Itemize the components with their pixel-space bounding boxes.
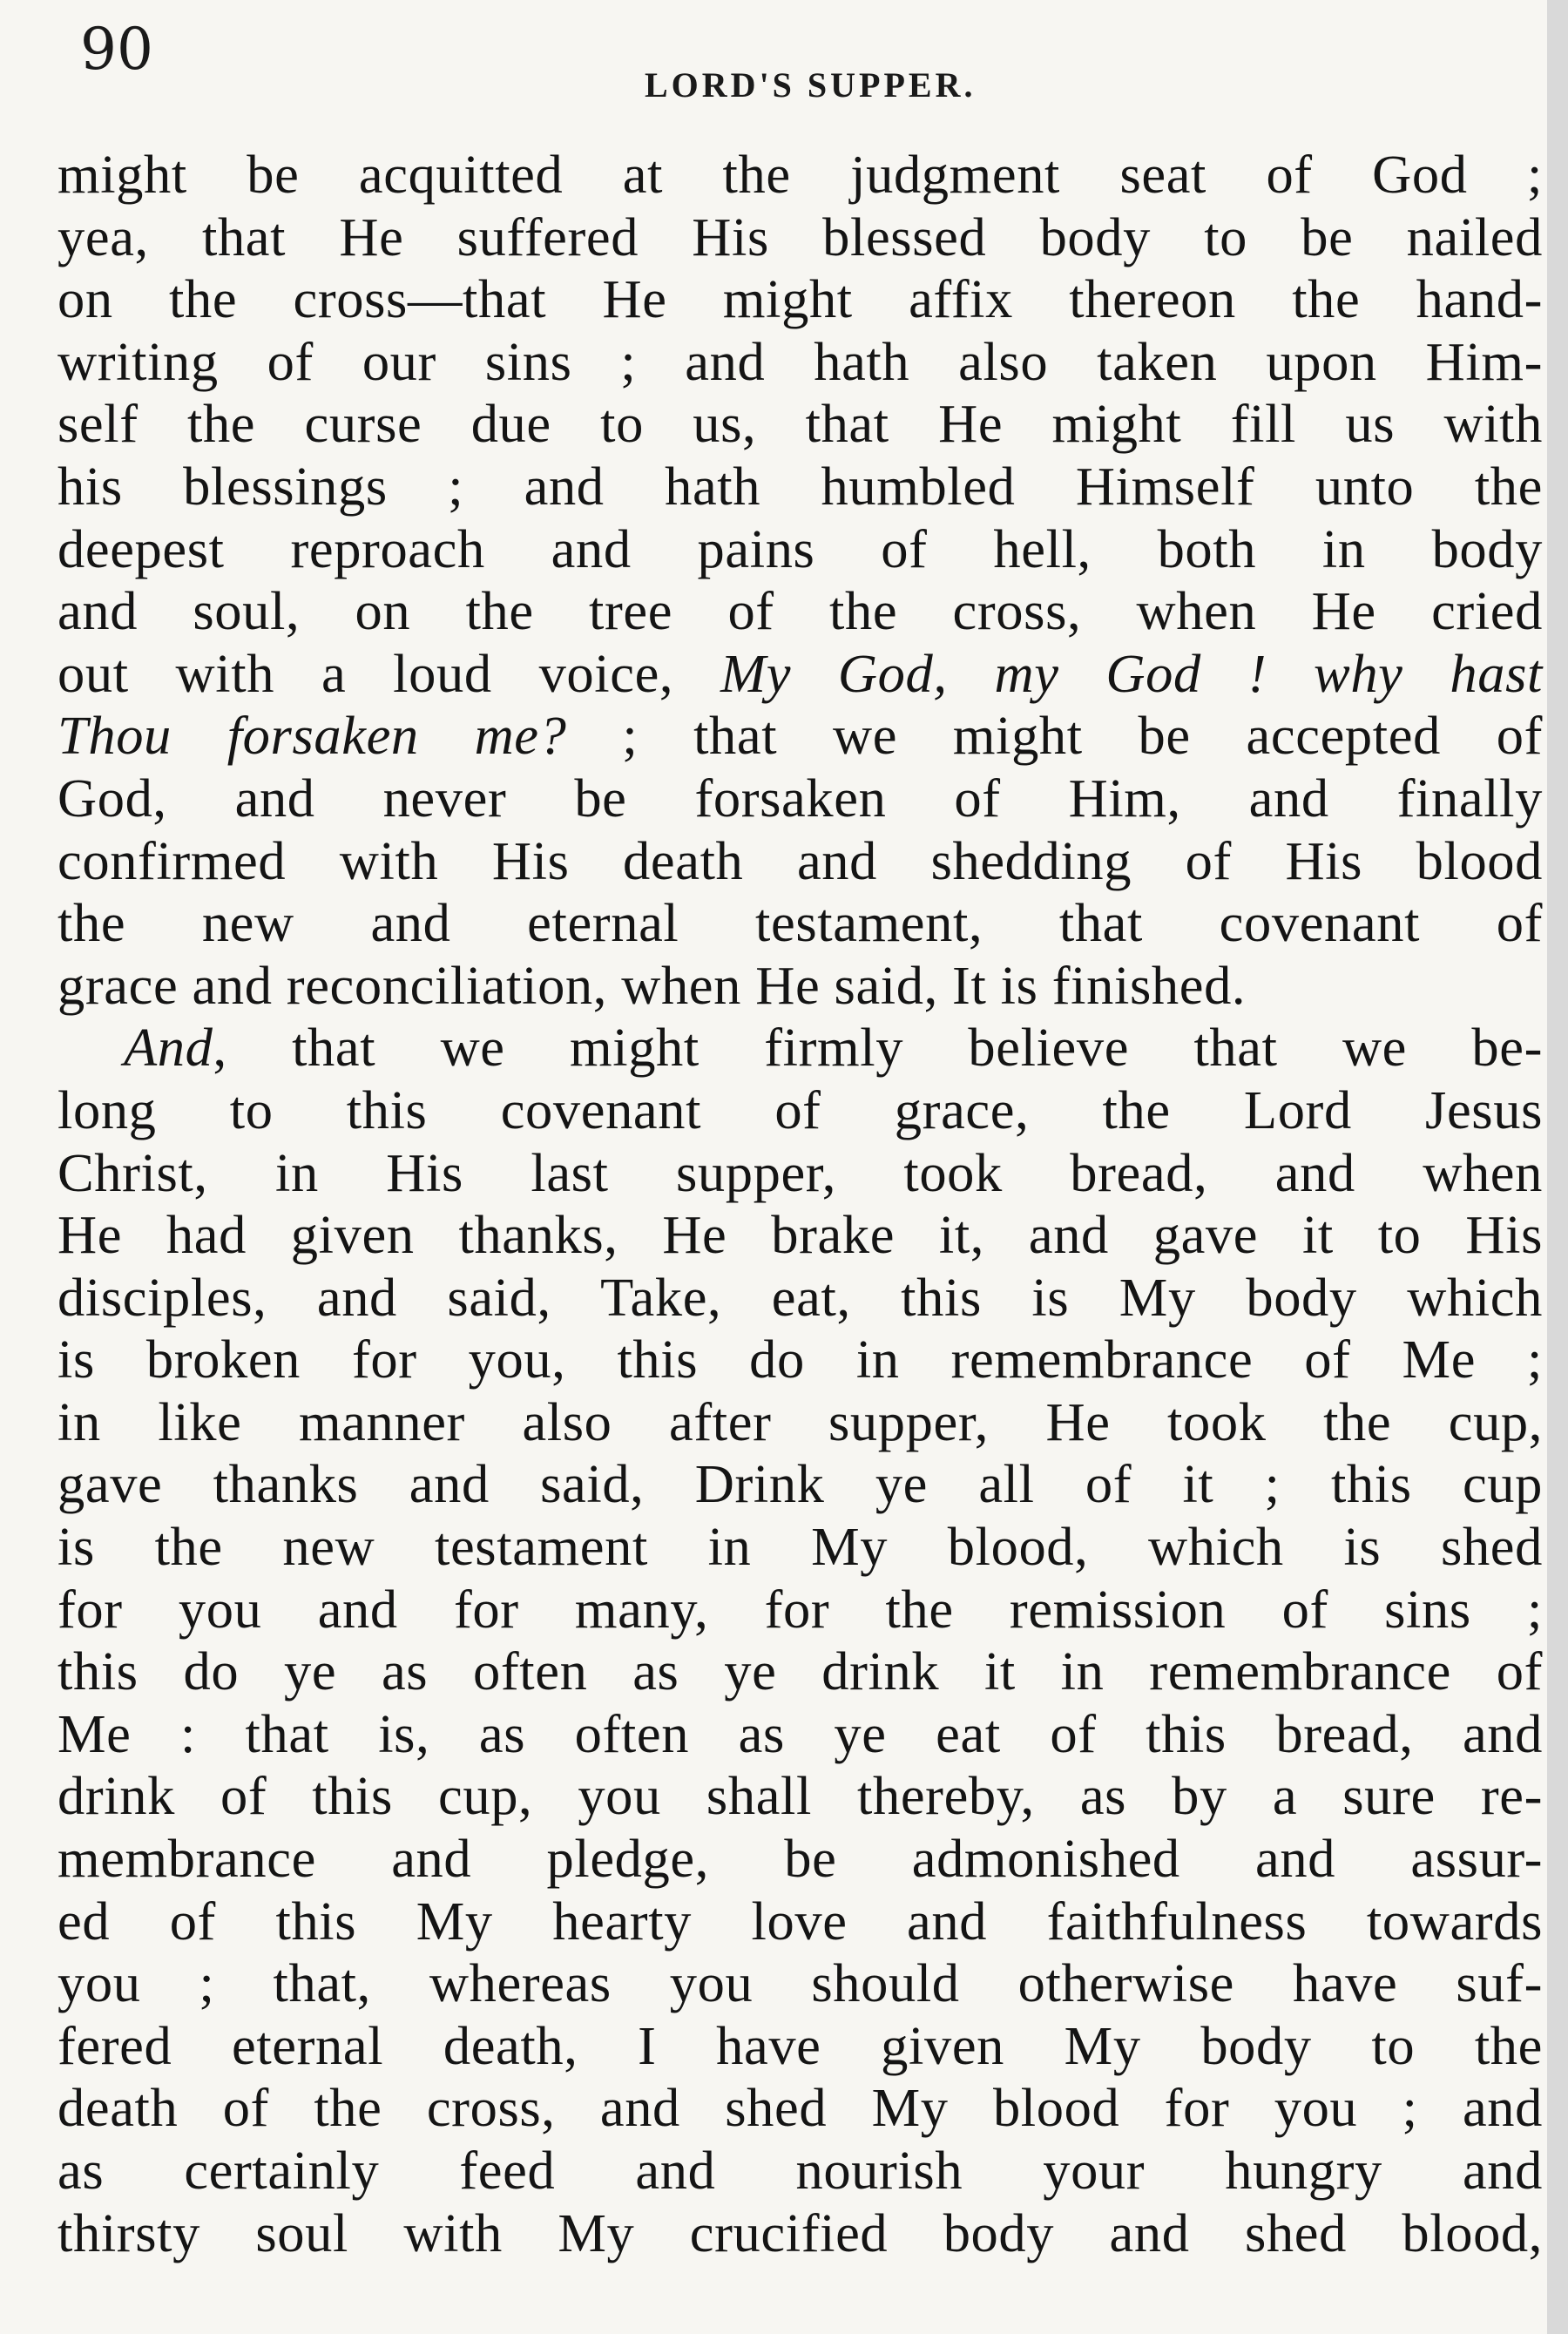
text-line: the new and eternal testament, that covenant of: [57, 892, 1543, 954]
text-line: drink of this cup, you shall thereby, as by a sure re-: [57, 1765, 1543, 1827]
text-line: grace and reconciliation, when He said, It is finished.: [57, 954, 1247, 1016]
text-line: self the curse due to us, that He might fill us with: [57, 393, 1543, 455]
text-line: Christ, in His last supper, took bread, and when: [57, 1141, 1543, 1203]
text-line: He had given thanks, He brake it, and gave it to His: [57, 1204, 1543, 1266]
text-line: writing of our sins ; and hath also taken upon Him-: [57, 330, 1543, 392]
text-line: thirsty soul with My crucified body and shed blood,: [57, 2202, 1543, 2263]
text-segment: ; that we might be accepted of: [622, 705, 1543, 767]
text-segment: , that we might firmly believe that we be-: [213, 1017, 1543, 1079]
text-line: might be acquitted at the judgment seat of God ;: [57, 144, 1543, 205]
text-line: membrance and pledge, be admonished and assur-: [57, 1828, 1543, 1890]
text-line: gave thanks and said, Drink ye all of it ; this cup: [57, 1453, 1543, 1515]
running-title: LORD'S SUPPER.: [645, 65, 977, 105]
text-line: you ; that, whereas you should otherwise have suf-: [57, 1952, 1543, 2014]
text-line: long to this covenant of grace, the Lord Jesus: [57, 1079, 1543, 1140]
text-line: for you and for many, for the remission of sins ;: [57, 1578, 1543, 1640]
text-line: and soul, on the tree of the cross, when He cried: [57, 580, 1543, 642]
text-line: is broken for you, this do in remembrance of Me ;: [57, 1329, 1543, 1390]
italic-quote: My God, my God ! why hast: [720, 642, 1543, 704]
text-line: [57, 1017, 1543, 1079]
text-line: [57, 705, 1543, 768]
text-line: as certainly feed and nourish your hungry and: [57, 2140, 1543, 2201]
text-line: Me : that is, as often as ye eat of this bread, and: [57, 1702, 1543, 1764]
text-line: his blessings ; and hath humbled Himself unto the: [57, 455, 1543, 517]
text-line: ed of this My hearty love and faithfulness towards: [57, 1890, 1543, 1952]
text-line: death of the cross, and shed My blood for you ; and: [57, 2077, 1543, 2139]
text-line: deepest reproach and pains of hell, both in body: [57, 518, 1543, 579]
text-line: is the new testament in My blood, which is shed: [57, 1516, 1543, 1578]
text-line: confirmed with His death and shedding of His blood: [57, 829, 1543, 891]
text-line: God, and never be forsaken of Him, and finally: [57, 767, 1543, 829]
text-segment: out with a loud voice,: [57, 642, 674, 704]
text-line: yea, that He suffered His blessed body to be nailed: [57, 206, 1543, 267]
text-line: fered eternal death, I have given My body to the: [57, 2014, 1543, 2076]
page-edge: [1547, 0, 1568, 2334]
text-line: disciples, and said, Take, eat, this is My body which: [57, 1266, 1543, 1328]
italic-word: And: [124, 1017, 213, 1079]
italic-quote: Thou forsaken me?: [57, 705, 567, 767]
page-number: 90: [80, 16, 153, 83]
text-line: [57, 643, 1543, 706]
text-line: this do ye as often as ye drink it in remembrance of: [57, 1641, 1543, 1702]
body-text: [57, 144, 1543, 2264]
text-line: on the cross—that He might affix thereon the hand-: [57, 268, 1543, 330]
text-line: in like manner also after supper, He took the cup,: [57, 1390, 1543, 1452]
